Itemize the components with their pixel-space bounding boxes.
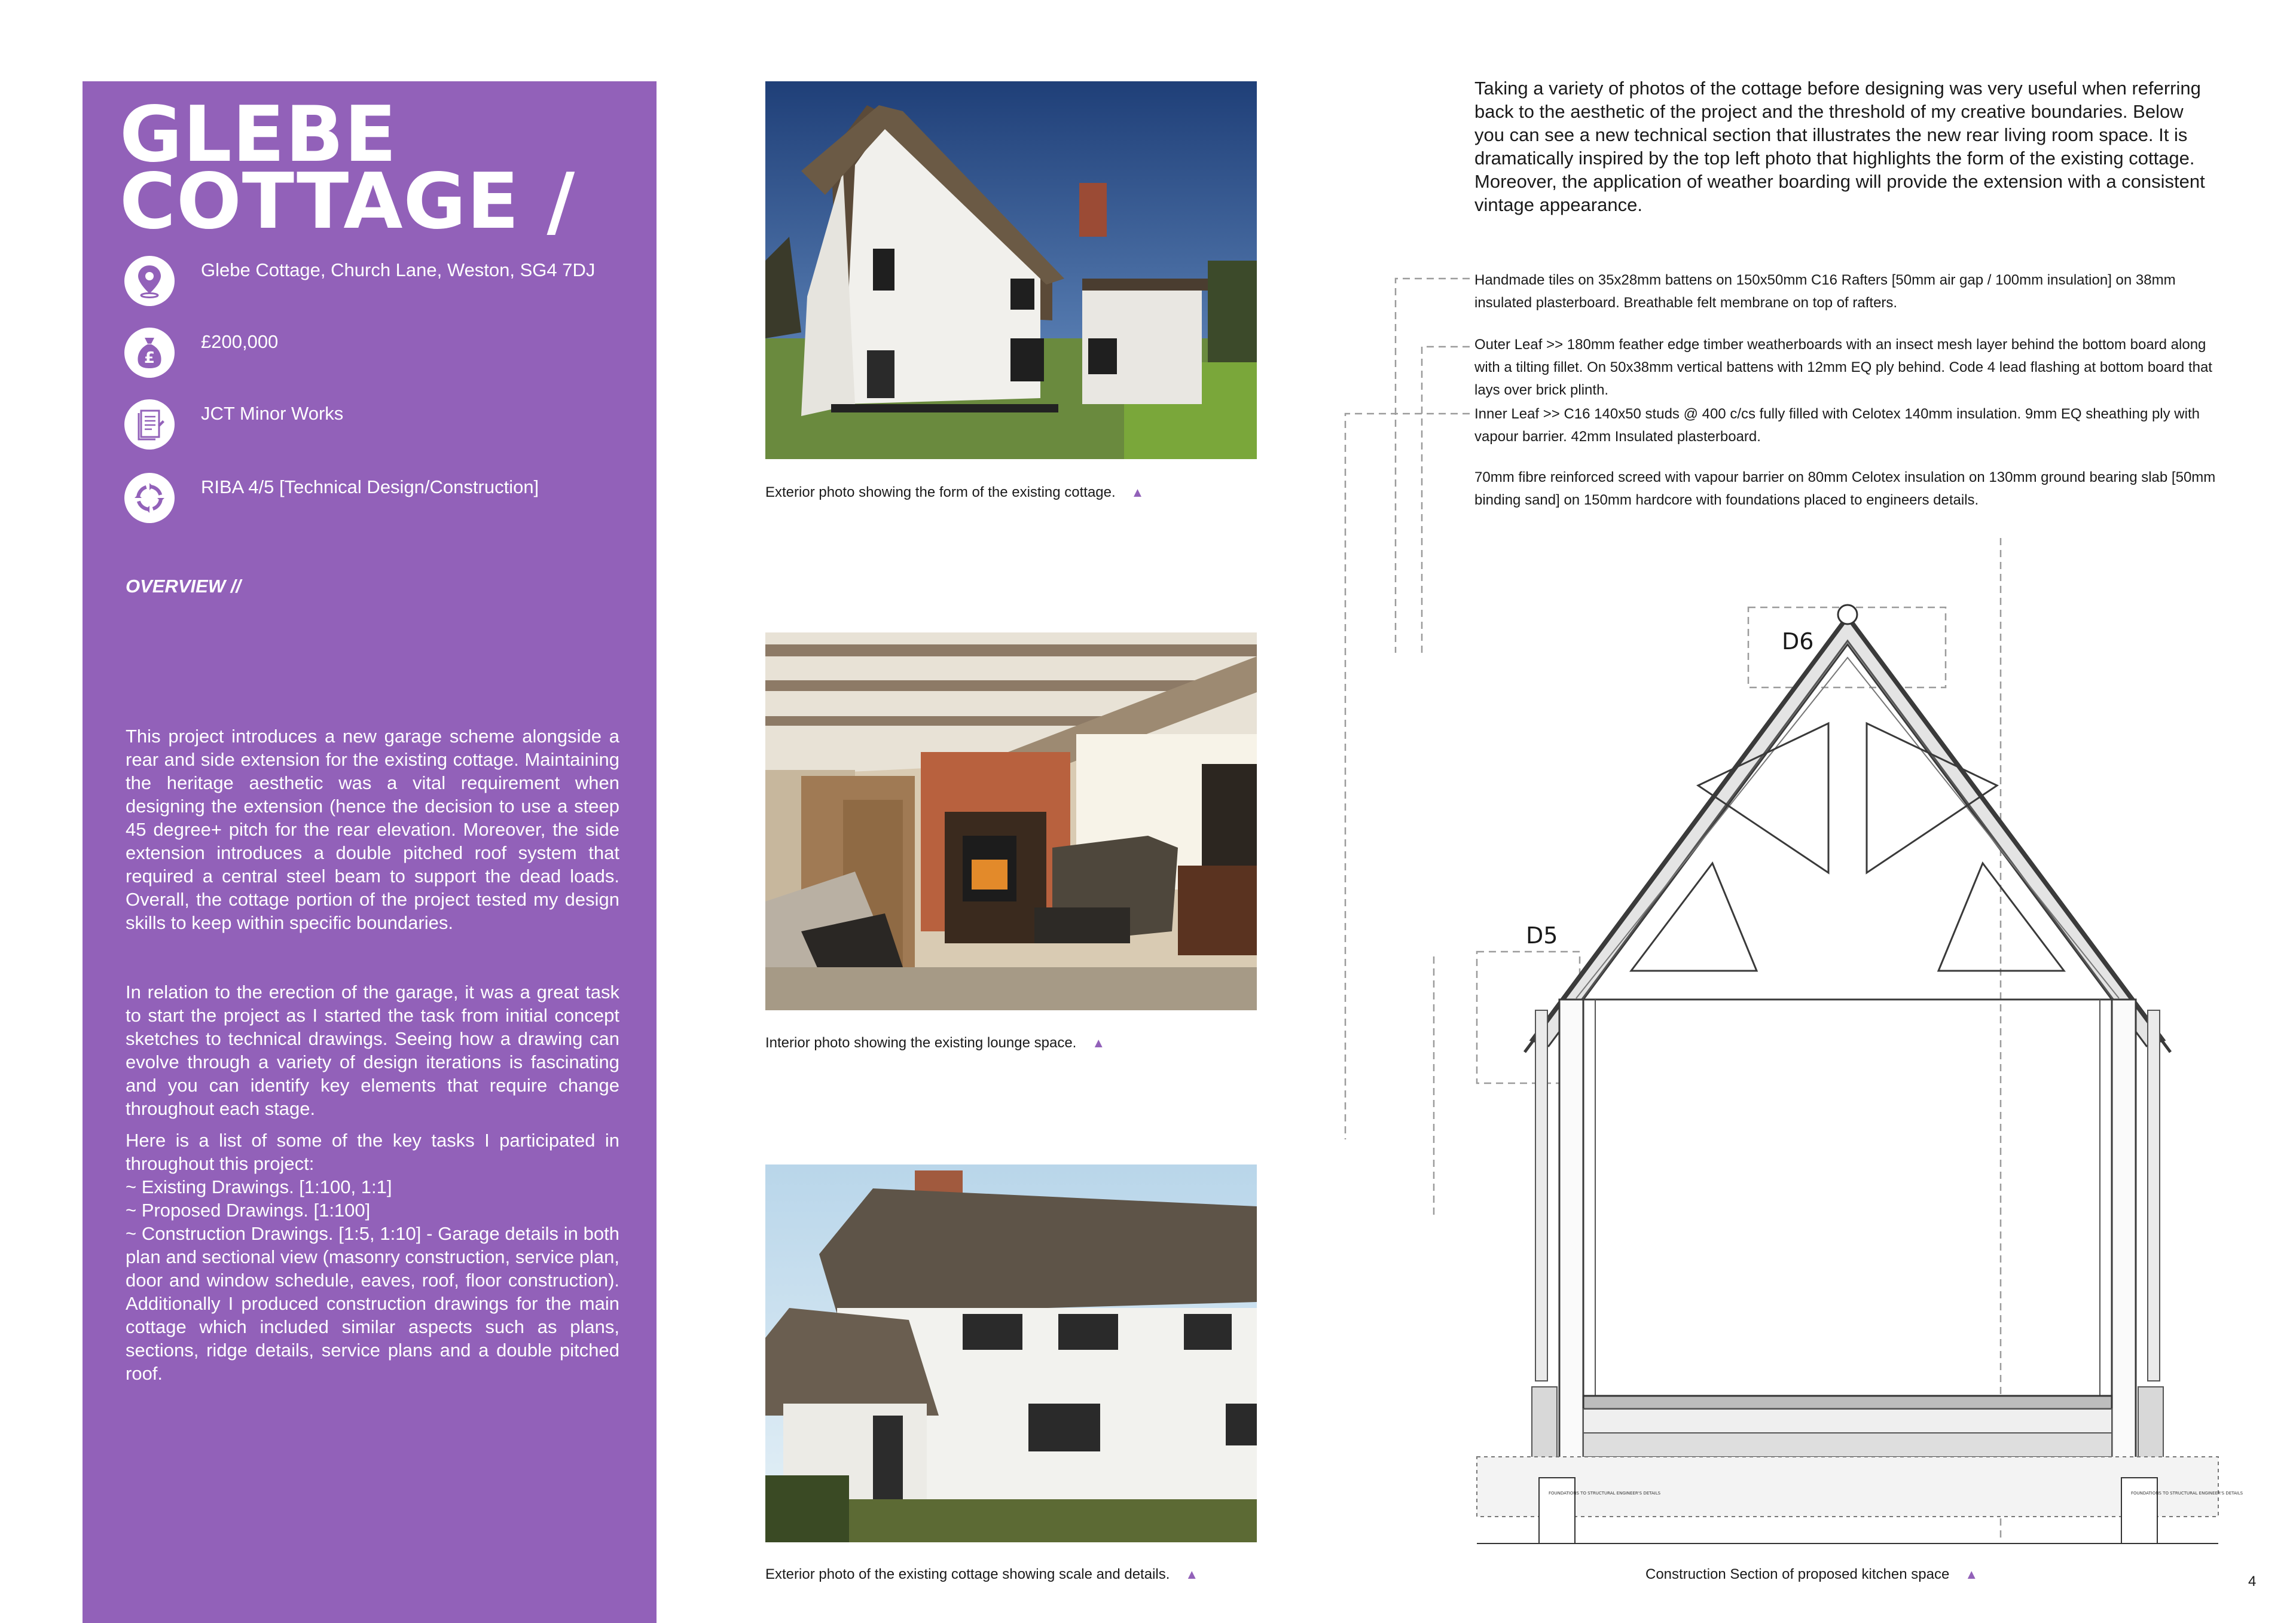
interior-photo (765, 632, 1257, 1010)
foundation-note-right: FOUNDATIONS TO STRUCTURAL ENGINEER'S DETAILS (2131, 1491, 2243, 1496)
spec-note-roof: Handmade tiles on 35x28mm battens on 150x50mm C16 Rafters [50mm air gap / 100mm insulation] on 38mm insulated plasterboard. Breathable felt membrane on top of rafters. (1474, 272, 2176, 311)
drawing-caption (1645, 1566, 1978, 1583)
page-number: 4 (2248, 1573, 2257, 1590)
photo-3-caption (765, 1566, 1198, 1583)
foundation-note-left: FOUNDATIONS TO STRUCTURAL ENGINEER'S DETAILS (1549, 1491, 1661, 1496)
money-bag-icon (124, 328, 175, 378)
overview-paragraph-2: In relation to the erection of the garage, it was a great task to start the project as I started the task from initial concept sketches to technical drawings. Seeing how a drawing can evolve through a variety of design iterations is fascinating and you can identify key elements that require change throughout each stage. (126, 982, 619, 1119)
caption-text: Exterior photo of the existing cottage showing scale and details. (765, 1566, 1170, 1582)
triangle-icon: ▲ (1965, 1567, 1979, 1582)
info-row-budget (124, 328, 607, 378)
exterior-photo-1 (765, 81, 1257, 459)
title-line-2: COTTAGE / (120, 157, 576, 246)
riba-stage-text: RIBA 4/5 [Technical Design/Construction] (201, 476, 539, 497)
spec-note-floor: 70mm fibre reinforced screed with vapour barrier on 80mm Celotex insulation on 130mm ground bearing slab [50mm binding sand] on 150mm hardcore with foundations placed to engineers details. (1474, 469, 2216, 508)
caption-text: Exterior photo showing the form of the existing cottage. (765, 484, 1116, 500)
title-line-1: GLEBE (120, 90, 398, 179)
photo-2-caption (765, 1035, 1105, 1052)
overview-paragraph-1: This project introduces a new garage scheme alongside a rear and side extension for the existing cottage. Maintaining the heritage aesthetic was a vital requirement when designing the extension (hence the decision to use a steep 45 degree+ pitch for the rear elevation. Moreover, the side extension introduces a double pitched roof system that required a central steel beam to support the dead loads. Overall, the cottage portion of the project tested my design skills to keep within specific boundaries. (126, 726, 619, 933)
exterior-photo-2 (765, 1164, 1257, 1542)
roof-truss (1573, 723, 2123, 1000)
task-item: ~ Proposed Drawings. [1:100] (126, 1200, 371, 1221)
triangle-icon: ▲ (1185, 1567, 1199, 1582)
task-item: ~ Existing Drawings. [1:100, 1:1] (126, 1176, 392, 1197)
triangle-icon: ▲ (1092, 1035, 1106, 1050)
key-tasks-list (126, 1129, 619, 1385)
tasks-intro: Here is a list of some of the key tasks I participated in throughout this project: (126, 1130, 619, 1174)
overview-heading: OVERVIEW // (126, 576, 241, 597)
photo-1-caption (765, 484, 1144, 501)
address-text: Glebe Cottage, Church Lane, Weston, SG4 7DJ (201, 259, 596, 280)
caption-text: Interior photo showing the existing lounge space. (765, 1035, 1077, 1051)
budget-text: £200,000 (201, 331, 279, 352)
spec-note-outer-leaf: Outer Leaf >> 180mm feather edge timber weatherboards with an insect mesh layer behind the bottom board along with a tilting fillet. On 50x38mm vertical battens with 12mm EQ ply behind. Code 4 lead flashing at bottom board that lays over brick plinth. (1474, 337, 2212, 398)
project-info-panel (83, 81, 657, 1623)
caption-text: Construction Section of proposed kitchen space (1645, 1566, 1950, 1582)
location-pin-icon (124, 256, 175, 306)
info-row-contract (124, 399, 607, 450)
info-row-address (124, 256, 607, 306)
contract-document-icon (124, 399, 175, 450)
intro-paragraph: Taking a variety of photos of the cottage before designing was very useful when referring back to the aesthetic of the project and the threshold of my creative boundaries. Below you can see a new technical section that illustrates the new rear living room space. It is dramatically inspired by the top left photo that highlights the form of the existing cottage. Moreover, the application of weather boarding will provide the extension with a consistent vintage appearance. (1474, 78, 2205, 215)
triangle-icon: ▲ (1131, 485, 1144, 500)
detail-label-d5: D5 (1526, 922, 1558, 949)
detail-label-d6: D6 (1782, 628, 1814, 655)
contract-text: JCT Minor Works (201, 403, 344, 424)
task-item: ~ Construction Drawings. [1:5, 1:10] - Garage details in both plan and sectional view (masonry construction, service plan, door and window schedule, eaves, roof, floor construction). Additionally I produced construction drawings for the main cottage which included similar aspects such as plans, sections, ridge details, service plans and a double pitched roof. (126, 1223, 619, 1384)
project-title (120, 90, 576, 246)
leader-lines (1345, 279, 2001, 1542)
spec-note-inner-leaf: Inner Leaf >> C16 140x50 studs @ 400 c/cs fully filled with Celotex 140mm insulation. 9mm EQ sheathing ply with vapour barrier. 42mm Insulated plasterboard. (1474, 406, 2200, 445)
construction-section-drawing (1338, 275, 2247, 1554)
floor-slab (1477, 1396, 2218, 1543)
svg-text:£: £ (144, 349, 155, 367)
roof-outline (1525, 605, 2170, 1052)
info-row-riba-stage (124, 473, 607, 523)
cycle-arrows-icon (124, 473, 175, 523)
